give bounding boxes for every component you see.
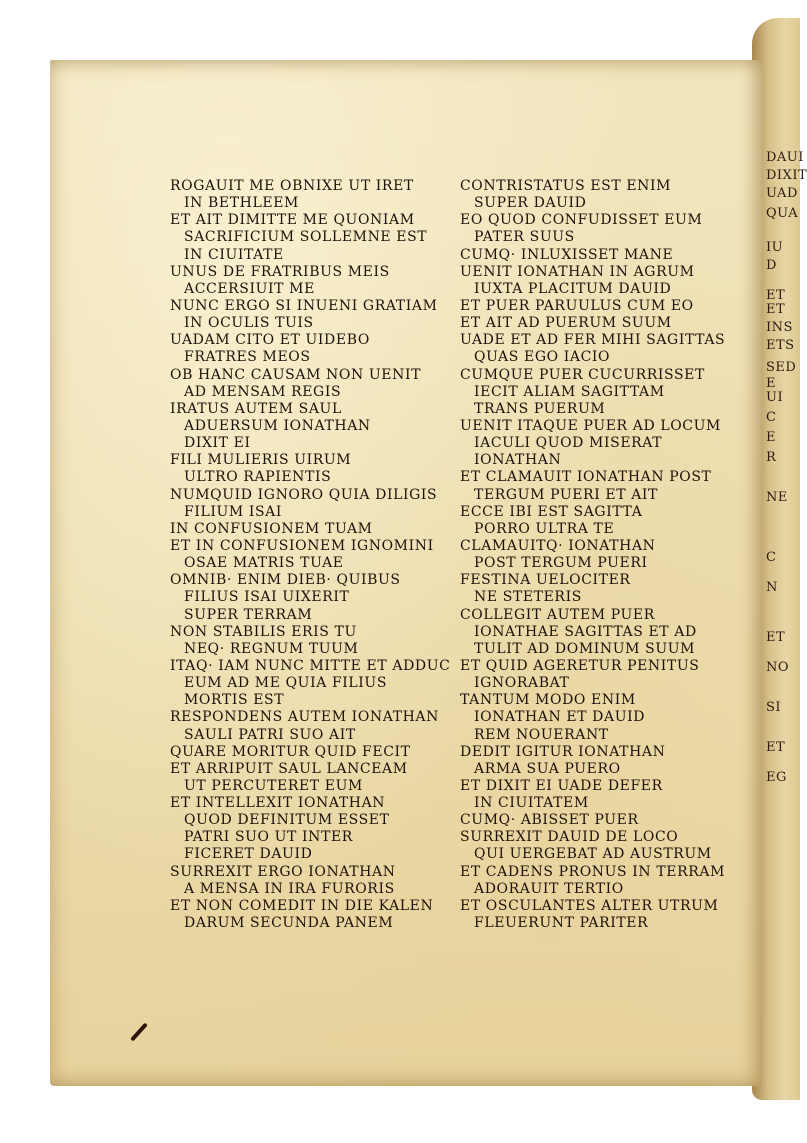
text-line: CUMQUE PUER CUCURRISSET: [460, 366, 705, 383]
text-line: SUPER DAUID: [474, 195, 587, 212]
facing-page-fragment: DAUI: [766, 150, 804, 165]
text-line: UT PERCUTERET EUM: [184, 777, 363, 794]
text-line: FICERET DAUID: [184, 846, 313, 863]
text-line: DEDIT IGITUR IONATHAN: [460, 743, 666, 760]
text-line: OB HANC CAUSAM NON UENIT: [170, 366, 422, 383]
text-line: QUI UERGEBAT AD AUSTRUM: [474, 846, 712, 863]
text-line: ET IN CONFUSIONEM IGNOMINI: [170, 537, 434, 554]
facing-page-fragment: SI: [766, 700, 782, 715]
text-line: ET CLAMAUIT IONATHAN POST: [460, 469, 712, 486]
facing-page-fragment: UAD: [766, 186, 798, 201]
text-line: AD MENSAM REGIS: [184, 383, 342, 400]
facing-page-fragment: SED: [766, 360, 797, 375]
text-line: QUARE MORITUR QUID FECIT: [170, 743, 411, 760]
text-line: ET PUER PARUULUS CUM EO: [460, 297, 694, 314]
text-line: IONATHAE SAGITTAS ET AD: [474, 623, 697, 640]
text-line: SURREXIT DAUID DE LOCO: [460, 829, 679, 846]
text-line: ARMA SUA PUERO: [474, 760, 621, 777]
text-line: CONTRISTATUS EST ENIM: [460, 178, 672, 194]
facing-page-fragment: IU: [766, 240, 784, 255]
text-line: UADAM CITO ET UIDEBO: [170, 332, 370, 349]
facing-page-fragment: NO: [766, 660, 790, 675]
text-line: POST TERGUM PUERI: [474, 555, 648, 572]
text-line: SUPER TERRAM: [184, 606, 313, 623]
facing-page-fragment: ET: [766, 302, 786, 317]
facing-page-fragment: INS: [766, 320, 793, 335]
facing-page-fragment: ET: [766, 288, 786, 303]
text-line: COLLEGIT AUTEM PUER: [460, 606, 655, 623]
text-line: CUMQ· ABISSET PUER: [460, 812, 639, 829]
text-line: PATRI SUO UT INTER: [184, 829, 353, 846]
text-line: REM NOUERANT: [474, 726, 609, 743]
facing-page-fragment: ET: [766, 740, 786, 755]
facing-page-fragment: NE: [766, 490, 788, 505]
facing-page-fragment: D: [766, 258, 777, 273]
text-line: IN CONFUSIONEM TUAM: [170, 520, 373, 537]
text-line: IECIT ALIAM SAGITTAM: [474, 383, 665, 400]
text-line: IONATHAN ET DAUID: [474, 709, 646, 726]
text-line: QUOD DEFINITUM ESSET: [184, 812, 390, 829]
text-line: IGNORABAT: [474, 675, 570, 692]
text-line: RESPONDENS AUTEM IONATHAN: [170, 709, 439, 726]
facing-page-fragment: DIXIT: [766, 168, 807, 183]
facing-page-fragment: ET: [766, 630, 786, 645]
text-line: IONATHAN: [474, 452, 562, 469]
right-text-column: [460, 178, 750, 932]
text-line: TERGUM PUERI ET AIT: [474, 486, 658, 503]
text-line: PORRO ULTRA TE: [474, 520, 615, 537]
text-line: EO QUOD CONFUDISSET EUM: [460, 212, 703, 229]
text-line: FRATRES MEOS: [184, 349, 311, 366]
text-line: PATER SUUS: [474, 229, 575, 246]
text-line: IN BETHLEEM: [184, 195, 299, 212]
text-line: CUMQ· INLUXISSET MANE: [460, 246, 674, 263]
text-line: ULTRO RAPIENTIS: [184, 469, 332, 486]
text-line: QUAS EGO IACIO: [474, 349, 611, 366]
facing-page-fragment: EG: [766, 770, 787, 785]
text-line: ADORAUIT TERTIO: [474, 880, 624, 897]
text-line: IUXTA PLACITUM DAUID: [474, 280, 672, 297]
text-line: DIXIT EI: [184, 435, 251, 452]
text-line: IRATUS AUTEM SAUL: [170, 400, 342, 417]
text-line: ECCE IBI EST SAGITTA: [460, 503, 643, 520]
text-line: ET INTELLEXIT IONATHAN: [170, 795, 386, 812]
text-line: SAULI PATRI SUO AIT: [184, 726, 356, 743]
text-line: TANTUM MODO ENIM: [460, 692, 636, 709]
text-line: IN OCULIS TUIS: [184, 315, 314, 332]
text-line: TRANS PUERUM: [474, 400, 606, 417]
facing-page-fragment: UI: [766, 390, 784, 405]
facing-page-fragment: E: [766, 376, 776, 391]
text-line: CLAMAUITQ· IONATHAN: [460, 537, 656, 554]
text-line: FLEUERUNT PARITER: [474, 915, 649, 932]
text-line: UNUS DE FRATRIBUS MEIS: [170, 263, 390, 280]
text-line: FILIUS ISAI UIXERIT: [184, 589, 350, 606]
text-line: ET AIT DIMITTE ME QUONIAM: [170, 212, 415, 229]
text-line: SURREXIT ERGO IONATHAN: [170, 863, 396, 880]
text-line: EUM AD ME QUIA FILIUS: [184, 675, 388, 692]
text-line: ET QUID AGERETUR PENITUS: [460, 657, 700, 674]
text-line: MORTIS EST: [184, 692, 285, 709]
text-line: ET OSCULANTES ALTER UTRUM: [460, 897, 719, 914]
facing-page-fragment: R: [766, 450, 777, 465]
text-line: ET AIT AD PUERUM SUUM: [460, 315, 672, 332]
text-line: NEQ· REGNUM TUUM: [184, 640, 359, 657]
text-line: NUMQUID IGNORO QUIA DILIGIS: [170, 486, 438, 503]
text-line: SACRIFICIUM SOLLEMNE EST: [184, 229, 428, 246]
text-line: UENIT IONATHAN IN AGRUM: [460, 263, 695, 280]
text-line: UENIT ITAQUE PUER AD LOCUM: [460, 417, 721, 434]
text-line: A MENSA IN IRA FURORIS: [184, 880, 395, 897]
facing-page-fragment: C: [766, 550, 777, 565]
text-line: ITAQ· IAM NUNC MITTE ET ADDUC: [170, 657, 451, 674]
text-line: NON STABILIS ERIS TU: [170, 623, 357, 640]
ink-mark: [130, 1022, 148, 1041]
facing-page-fragment: QUA: [766, 206, 799, 221]
text-line: ET CADENS PRONUS IN TERRAM: [460, 863, 726, 880]
text-line: NUNC ERGO SI INUENI GRATIAM: [170, 297, 438, 314]
manuscript-folio: [50, 60, 762, 1086]
text-line: ET ARRIPUIT SAUL LANCEAM: [170, 760, 408, 777]
left-text-column: [170, 178, 451, 932]
facing-page-fragment: E: [766, 430, 776, 445]
text-line: UADE ET AD FER MIHI SAGITTAS: [460, 332, 726, 349]
text-line: FILI MULIERIS UIRUM: [170, 452, 352, 469]
facing-page-fragment: ETS: [766, 338, 795, 353]
text-line: IACULI QUOD MISERAT: [474, 435, 663, 452]
text-line: IN CIUITATEM: [474, 795, 589, 812]
facing-page-fragment: N: [766, 580, 778, 595]
text-line: TULIT AD DOMINUM SUUM: [474, 640, 696, 657]
text-line: ET NON COMEDIT IN DIE KALEN: [170, 897, 434, 914]
text-line: IN CIUITATE: [184, 246, 284, 263]
facing-page-fragment: C: [766, 410, 777, 425]
text-line: NE STETERIS: [474, 589, 582, 606]
text-line: ADUERSUM IONATHAN: [184, 417, 371, 434]
text-line: ROGAUIT ME OBNIXE UT IRET: [170, 178, 414, 194]
text-line: FESTINA UELOCITER: [460, 572, 631, 589]
text-line: DARUM SECUNDA PANEM: [184, 915, 394, 932]
text-line: OMNIB· ENIM DIEB· QUIBUS: [170, 572, 401, 589]
text-line: ACCERSIUIT ME: [184, 280, 315, 297]
text-line: OSAE MATRIS TUAE: [184, 555, 344, 572]
text-line: FILIUM ISAI: [184, 503, 283, 520]
text-line: ET DIXIT EI UADE DEFER: [460, 777, 663, 794]
